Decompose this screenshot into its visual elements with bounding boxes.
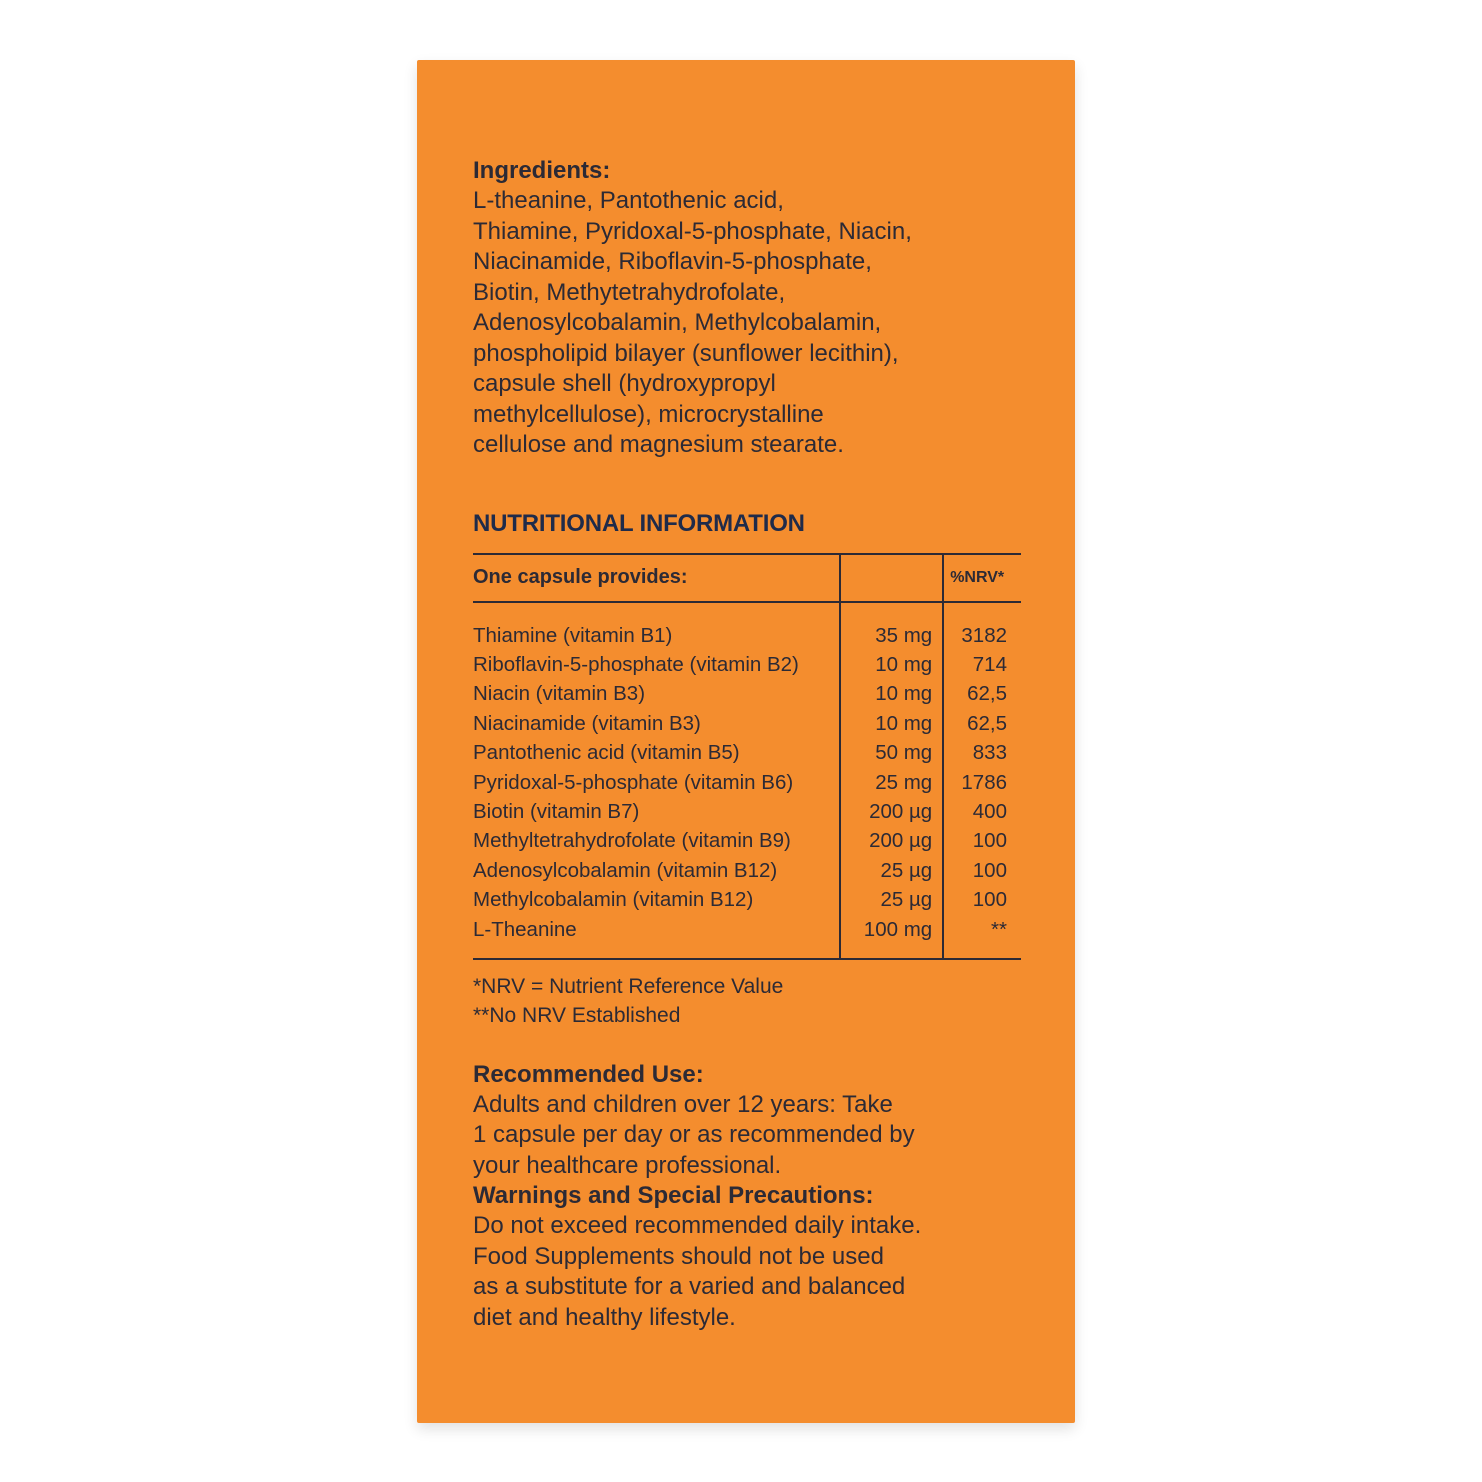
nutrient-row — [473, 885, 1021, 914]
nutrient-name: L-Theanine — [473, 915, 840, 959]
nutrient-name: Niacinamide (vitamin B3) — [473, 711, 701, 735]
nutrition-header-row — [473, 554, 1021, 602]
nutrient-name: Adenosylcobalamin (vitamin B12) — [473, 858, 778, 882]
nutrition-table — [473, 553, 1021, 960]
nutrient-row — [473, 826, 1021, 855]
ingredients-heading: Ingredients: — [473, 157, 611, 184]
nutrient-nrv: 833 — [943, 738, 1021, 767]
ingredients-line: L-theanine, Pantothenic acid, — [473, 187, 784, 214]
product-label-panel — [417, 60, 1075, 1423]
label-content — [473, 156, 1033, 1333]
nutrient-nrv: 3182 — [943, 621, 1021, 650]
nutrient-amount: 35 mg — [840, 621, 943, 650]
nutrient-nrv: 62,5 — [943, 679, 1021, 708]
recommended-heading: Recommended Use: — [473, 1060, 704, 1088]
nutrient-name: Methyltetrahydrofolate (vitamin B9) — [473, 829, 791, 853]
footnote-nrv: *NRV = Nutrient Reference Value — [473, 974, 784, 998]
ingredients-line: Thiamine, Pyridoxal-5-phosphate, Niacin, — [473, 217, 912, 245]
nutrient-amount: 200 µg — [840, 826, 943, 855]
recommended-line: 1 capsule per day or as recommended by — [473, 1121, 915, 1149]
nutrient-amount: 200 µg — [840, 797, 943, 826]
nutrient-amount: 100 mg — [840, 915, 943, 959]
spacer-row — [473, 602, 1021, 621]
ingredients-line: Niacinamide, Riboflavin-5-phosphate, — [473, 248, 872, 275]
ingredients-line: cellulose and magnesium stearate. — [473, 431, 844, 458]
nutrient-amount: 10 mg — [840, 679, 943, 708]
recommended-line: Adults and children over 12 years: Take — [473, 1090, 893, 1118]
nutrient-row — [473, 679, 1021, 708]
ingredients-line: phospholipid bilayer (sunflower lecithin), — [473, 339, 899, 367]
recommended-use-section — [473, 1060, 1033, 1334]
nutrient-nrv: 100 — [943, 856, 1021, 885]
nutrient-amount: 25 µg — [840, 856, 943, 885]
nutrient-row — [473, 768, 1021, 797]
ingredients-line: capsule shell (hydroxypropyl — [473, 370, 776, 397]
nutrient-row — [473, 915, 1021, 959]
nutrient-row — [473, 650, 1021, 679]
nutrient-nrv: 62,5 — [943, 709, 1021, 738]
footnote-no-nrv: **No NRV Established — [473, 1003, 681, 1027]
warnings-line: diet and healthy lifestyle. — [473, 1303, 736, 1331]
ingredients-line: Biotin, Methytetrahydrofolate, — [473, 278, 786, 306]
nutrient-amount: 25 µg — [840, 885, 943, 914]
nutrient-nrv: 714 — [943, 650, 1021, 679]
nutrient-name: Thiamine (vitamin B1) — [473, 623, 673, 647]
nutrient-nrv: 400 — [943, 797, 1021, 826]
nutrient-name: Methylcobalamin (vitamin B12) — [473, 888, 754, 912]
nutrient-row — [473, 621, 1021, 650]
ingredients-line: Adenosylcobalamin, Methylcobalamin, — [473, 309, 882, 336]
footnotes — [473, 972, 1033, 1030]
nutrient-nrv: 1786 — [943, 768, 1021, 797]
nutrient-row — [473, 709, 1021, 738]
nutrient-name: Pyridoxal-5-phosphate (vitamin B6) — [473, 770, 794, 794]
warnings-line: Food Supplements should not be used — [473, 1242, 884, 1270]
header-provides: One capsule provides: — [473, 554, 840, 602]
nutrient-amount: 10 mg — [840, 709, 943, 738]
nutrient-name: Pantothenic acid (vitamin B5) — [473, 741, 740, 765]
nutrient-name: Biotin (vitamin B7) — [473, 799, 640, 823]
nutrient-row — [473, 797, 1021, 826]
nutrient-amount: 10 mg — [840, 650, 943, 679]
nutrient-amount: 50 mg — [840, 738, 943, 767]
warnings-heading: Warnings and Special Precautions: — [473, 1182, 874, 1210]
nutrition-title: NUTRITIONAL INFORMATION — [473, 509, 805, 537]
warnings-line: as a substitute for a varied and balanced — [473, 1273, 906, 1301]
nutrient-nrv: 100 — [943, 885, 1021, 914]
nutrient-name: Niacin (vitamin B3) — [473, 682, 646, 706]
warnings-line: Do not exceed recommended daily intake. — [473, 1212, 922, 1240]
nutrient-row — [473, 738, 1021, 767]
nutrient-nrv: ** — [943, 915, 1021, 959]
nutrient-amount: 25 mg — [840, 768, 943, 797]
nutrient-row — [473, 856, 1021, 885]
ingredients-text — [473, 186, 1033, 461]
header-nrv: %NRV* — [943, 554, 1021, 602]
nutrient-nrv: 100 — [943, 826, 1021, 855]
header-amount — [840, 554, 943, 602]
recommended-line: your healthcare professional. — [473, 1151, 782, 1179]
nutrient-name: Riboflavin-5-phosphate (vitamin B2) — [473, 652, 799, 676]
ingredients-line: methylcellulose), microcrystalline — [473, 400, 824, 428]
